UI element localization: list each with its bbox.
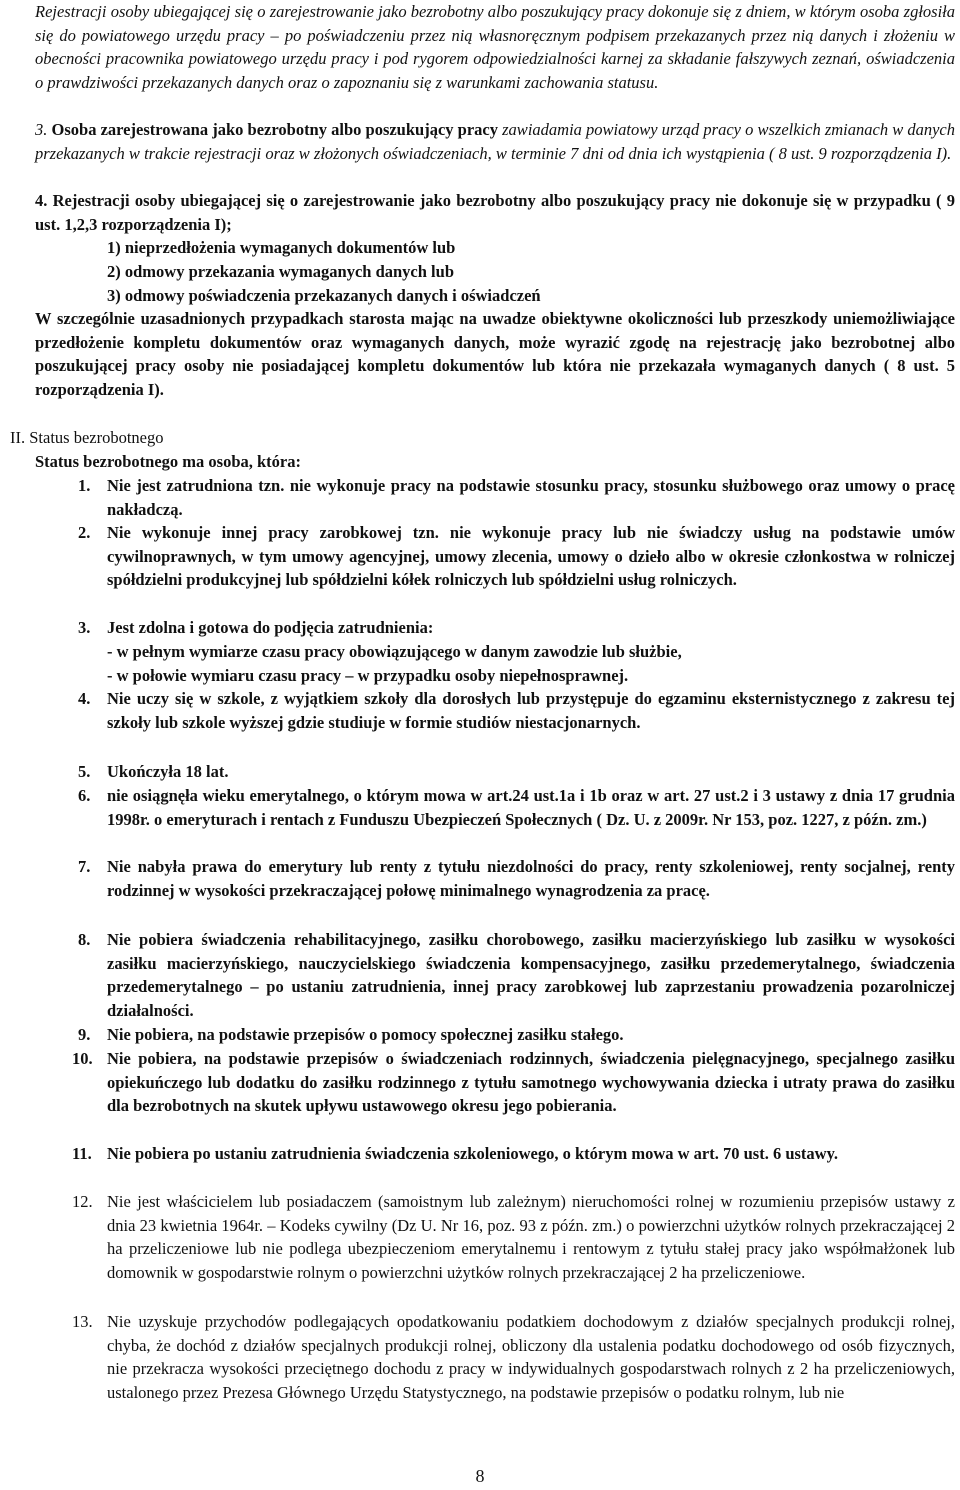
- item-4-number: 4.: [78, 689, 91, 708]
- item-3-text: Jest zdolna i gotowa do podjęcia zatrudnienia:: [107, 618, 434, 637]
- section-2-heading: II. Status bezrobotnego: [10, 428, 164, 447]
- item-1-text: Nie jest zatrudniona tzn. nie wykonuje pracy na podstawie stosunku pracy, stosunku służbowego oraz umowy o pracę nakładczą.: [107, 476, 955, 519]
- point-4-item-1: 1) nieprzedłożenia wymaganych dokumentów lub: [107, 238, 456, 257]
- item-13-text: Nie uzyskuje przychodów podlegających opodatkowaniu podatkiem dochodowym z działów specjalnych produkcji rolnej, chyba, że dochód z działów specjalnych produkcji rolnej, obliczony dla ustalenia podatku dochodowego od osób fizycznych, nie przekracza wysokości przeciętnego dochodu z pracy w indywidualnych gospodarstwach rolnych z 2 ha przeliczeniowych, ustalonego przez Prezesa Głównego Urzędu Statystycznego, na podstawie przepisów o podatku rolnym, lub nie: [107, 1312, 955, 1402]
- item-13-number: 13.: [72, 1312, 93, 1331]
- item-1-number: 1.: [78, 476, 91, 495]
- item-12-text: Nie jest właścicielem lub posiadaczem (samoistnym lub zależnym) nieruchomości rolnej w rozumieniu przepisów ustawy z dnia 23 kwietnia 1964r. – Kodeks cywilny (Dz U. Nr 16, poz. 93 z późn. zm.) o powierzchni użytków rolnych przekraczającej 2 ha przeliczeniowe lub nie podlega ubezpieczeniom emerytalnemu i rentowym z tytułu stałej pracy jako współmałżonek lub domownik w gospodarstwie rolnym o powierzchni użytków rolnych przekraczającej 2 ha przeliczeniowe.: [107, 1192, 955, 1282]
- item-12-number: 12.: [72, 1192, 93, 1211]
- point-3-bold: Osoba zarejestrowana jako bezrobotny albo poszukujący pracy: [51, 120, 498, 139]
- item-8-text: Nie pobiera świadczenia rehabilitacyjnego, zasiłku chorobowego, zasiłku macierzyńskiego lub zasiłku w wysokości zasiłku macierzyńskiego, nauczycielskiego świadczenia kompensacyjnego, zasiłku przedemerytalnego, świadczenia przedemerytalnego – po ustaniu zatrudnienia, innej pracy zarobkowej lub zaprzestaniu prowadzenia pozarolniczej działalności.: [107, 930, 955, 1020]
- paragraph-szczegolnie: W szczególnie uzasadnionych przypadkach starosta mając na uwadze obiektywne okoliczności lub przeszkody uniemożliwiające przedłożenie kompletu dokumentów oraz wymaganych danych, może wyrazić zgodę na rejestrację jako bezrobotnej albo poszukującej pracy osoby nie posiadającej kompletu dokumentów lub która nie przekazała wymaganych danych ( 8 ust. 5 rozporządzenia I).: [35, 309, 955, 399]
- item-6-number: 6.: [78, 786, 91, 805]
- point-3-number: 3.: [35, 120, 48, 139]
- item-2-text: Nie wykonuje innej pracy zarobkowej tzn. nie wykonuje pracy lub nie świadczy usług na podstawie umów cywilnoprawnych, w tym umowy agencyjnej, umowy zlecenia, umowy o dzieło albo w okresie członkostwa w rolniczej spółdzielni produkcyjnej lub spółdzielni kółek rolniczych lub spółdzielni usług rolniczych.: [107, 523, 955, 589]
- item-4-text: Nie uczy się w szkole, z wyjątkiem szkoły dla dorosłych lub przystępuje do egzaminu eksternistycznego z zakresu tej szkoły lub szkole wyższej gdzie studiuje w formie studiów niestacjonarnych.: [107, 689, 955, 732]
- paragraph-point-3: [35, 118, 955, 165]
- item-3-sub-2: - w połowie wymiaru czasu pracy – w przypadku osoby niepełnosprawnej.: [107, 666, 629, 685]
- point-4-text: Rejestracji osoby ubiegającej się o zarejestrowanie jako bezrobotny albo poszukujący pracy nie dokonuje się w przypadku ( 9 ust. 1,2,3 rozporządzenia I);: [35, 191, 956, 234]
- item-3-number: 3.: [78, 618, 91, 637]
- item-5-text: Ukończyła 18 lat.: [107, 762, 229, 781]
- point-4-item-3: 3) odmowy poświadczenia przekazanych danych i oświadczeń: [107, 286, 541, 305]
- item-7-number: 7.: [78, 857, 91, 876]
- page-number: 8: [475, 1466, 485, 1486]
- section-2-subheading: Status bezrobotnego ma osoba, która:: [35, 452, 301, 471]
- item-8-number: 8.: [78, 930, 91, 949]
- item-11-number: 11.: [72, 1144, 92, 1163]
- item-7-text: Nie nabyła prawa do emerytury lub renty z tytułu niezdolności do pracy, renty szkoleniowej, renty socjalnej, renty rodzinnej w wysokości przekraczającej połowę minimalnego wynagrodzenia za pracę.: [107, 857, 955, 900]
- item-6-text: nie osiągnęła wieku emerytalnego, o którym mowa w art.24 ust.1a i 1b oraz w art. 27 ust.2 i 3 ustawy z dnia 17 grudnia 1998r. o emeryturach i rentach z Funduszu Ubezpieczeń Społecznych ( Dz. U. z 2009r. Nr 153, poz. 1227, z późn. zm.): [107, 786, 955, 829]
- point-4-number: 4.: [35, 191, 48, 210]
- item-9-number: 9.: [78, 1025, 91, 1044]
- item-2-number: 2.: [78, 523, 91, 542]
- point-4-item-2: 2) odmowy przekazania wymaganych danych lub: [107, 262, 454, 281]
- item-9-text: Nie pobiera, na podstawie przepisów o pomocy społecznej zasiłku stałego.: [107, 1025, 624, 1044]
- item-11-text: Nie pobiera po ustaniu zatrudnienia świadczenia szkoleniowego, o którym mowa w art. 70 ust. 6 ustawy.: [107, 1144, 839, 1163]
- paragraph-point-4: [35, 189, 955, 236]
- point-3-italic: zawiadamia powiatowy urząd pracy o wszelkich zmianach w danych przekazanych w trakcie rejestracji oraz w złożonych oświadczeniach, w terminie 7 dni od dnia ich wystąpienia ( 8 ust. 9 rozporządzenia I).: [35, 120, 956, 163]
- item-10-text: Nie pobiera, na podstawie przepisów o świadczeniach rodzinnych, świadczenia pielęgnacyjnego, specjalnego zasiłku opiekuńczego lub dodatku do zasiłku rodzinnego z tytułu samotnego wychowywania dziecka i utraty prawa do zasiłku dla bezrobotnych na skutek upływu ustawowego okresu jego pobierania.: [107, 1049, 955, 1115]
- item-10-number: 10.: [72, 1049, 93, 1068]
- item-3-sub-1: - w pełnym wymiarze czasu pracy obowiązującego w danym zawodzie lub służbie,: [107, 642, 682, 661]
- item-5-number: 5.: [78, 762, 91, 781]
- paragraph-rejestracja: Rejestracji osoby ubiegającej się o zarejestrowanie jako bezrobotny albo poszukujący pracy dokonuje się z dniem, w którym osoba zgłosiła się do powiatowego urzędu pracy – po poświadczeniu przez nią własnoręcznym podpisem przekazanych przez nią danych i złożeniu w obecności pracownika powiatowego urzędu pracy i pod rygorem odpowiedzialności karnej za składanie fałszywych zeznań, oświadczenia o prawdziwości przekazanych danych oraz o zapoznaniu się z warunkami zachowania statusu.: [35, 2, 955, 92]
